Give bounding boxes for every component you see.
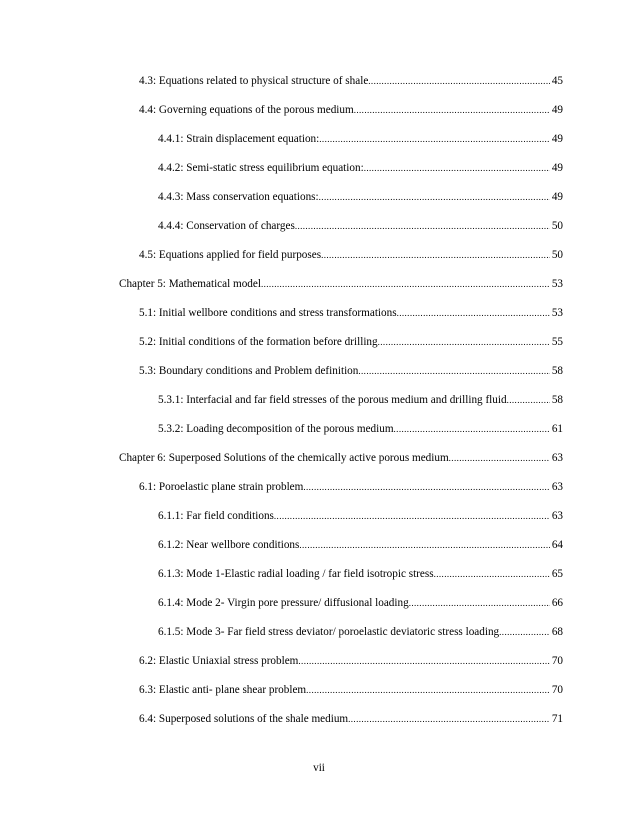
toc-entry-5-3-1[interactable] <box>158 393 563 407</box>
dot-leader <box>348 712 550 726</box>
toc-entry-page: 49 <box>551 191 563 203</box>
toc-entry-title: 5.2: Initial conditions of the formation before drilling <box>139 336 378 348</box>
toc-entry-4-4-1[interactable] <box>158 132 563 146</box>
toc-entry-5-2[interactable] <box>139 335 563 349</box>
dot-leader <box>394 422 550 436</box>
toc-entry-4-3[interactable] <box>139 74 563 88</box>
dot-leader <box>397 306 550 320</box>
toc-entry-page: 49 <box>551 104 563 116</box>
page-number: vii <box>313 762 325 774</box>
toc-entry-page: 58 <box>551 365 563 377</box>
toc-entry-page: 61 <box>551 423 563 435</box>
toc-entry-4-4-3[interactable] <box>158 190 563 204</box>
toc-entry-5-3-2[interactable] <box>158 422 563 436</box>
toc-entry-page: 68 <box>551 626 563 638</box>
dot-leader <box>499 625 550 639</box>
toc-entry-6-2[interactable] <box>139 654 563 668</box>
toc-entry-title: Chapter 5: Mathematical model <box>119 278 261 290</box>
toc-entry-title: 4.4: Governing equations of the porous medium <box>139 104 354 116</box>
dot-leader <box>303 480 549 494</box>
toc-entry-5-3[interactable] <box>139 364 563 378</box>
toc-entry-6-1-4[interactable] <box>158 596 563 610</box>
dot-leader <box>364 161 550 175</box>
toc-entry-6-3[interactable] <box>139 683 563 697</box>
toc-entry-page: 63 <box>551 452 563 464</box>
dot-leader <box>298 654 549 668</box>
toc-entry-title: 4.3: Equations related to physical structure of shale <box>139 75 369 87</box>
dot-leader <box>319 132 550 146</box>
toc-entry-chapter-6[interactable] <box>119 451 563 465</box>
toc-entry-page: 50 <box>551 249 563 261</box>
toc-entry-title: 4.4.2: Semi-static stress equilibrium equation: <box>158 162 364 174</box>
toc-entry-title: Chapter 6: Superposed Solutions of the chemically active porous medium <box>119 452 449 464</box>
toc-entry-4-5[interactable] <box>139 248 563 262</box>
dot-leader <box>306 683 550 697</box>
toc-entry-title: 6.1: Poroelastic plane strain problem <box>139 481 304 493</box>
toc-entry-title: 6.1.4: Mode 2- Virgin pore pressure/ diffusional loading <box>158 597 409 609</box>
toc-entry-title: 6.1.2: Near wellbore conditions <box>158 539 300 551</box>
toc-entry-5-1[interactable] <box>139 306 563 320</box>
toc-entry-title: 5.3: Boundary conditions and Problem definition <box>139 365 359 377</box>
toc-entry-page: 53 <box>551 278 563 290</box>
dot-leader <box>319 190 550 204</box>
dot-leader <box>274 509 550 523</box>
dot-leader <box>295 219 550 233</box>
dot-leader <box>449 451 550 465</box>
toc-entry-title: 4.4.3: Mass conservation equations: <box>158 191 319 203</box>
toc-entry-page: 71 <box>551 713 563 725</box>
toc-entry-page: 64 <box>551 539 563 551</box>
toc-entry-6-1-3[interactable] <box>158 567 563 581</box>
toc-entry-title: 5.3.2: Loading decomposition of the porous medium <box>158 423 394 435</box>
toc-entry-title: 6.1.1: Far field conditions <box>158 510 274 522</box>
toc-entry-title: 4.4.1: Strain displacement equation: <box>158 133 320 145</box>
dot-leader <box>299 538 549 552</box>
toc-entry-page: 45 <box>551 75 563 87</box>
toc-entry-page: 70 <box>551 684 563 696</box>
toc-entry-title: 4.5: Equations applied for field purposes <box>139 249 322 261</box>
dot-leader <box>368 74 550 88</box>
toc-entry-page: 55 <box>551 336 563 348</box>
toc-entry-page: 50 <box>551 220 563 232</box>
toc-entry-4-4-4[interactable] <box>158 219 563 233</box>
toc-entry-title: 5.1: Initial wellbore conditions and stress transformations <box>139 307 397 319</box>
dot-leader <box>358 364 549 378</box>
toc-entry-6-1-2[interactable] <box>158 538 563 552</box>
toc-entry-page: 65 <box>551 568 563 580</box>
dot-leader <box>261 277 550 291</box>
toc-entry-page: 49 <box>551 162 563 174</box>
dot-leader <box>321 248 550 262</box>
toc-entry-4-4[interactable] <box>139 103 563 117</box>
toc-entry-title: 6.3: Elastic anti- plane shear problem <box>139 684 307 696</box>
toc-entry-title: 6.1.5: Mode 3- Far field stress deviator/ poroelastic deviatoric stress loading <box>158 626 500 638</box>
dot-leader <box>434 567 550 581</box>
toc-entry-6-1-1[interactable] <box>158 509 563 523</box>
toc-entry-6-1[interactable] <box>139 480 563 494</box>
toc-entry-page: 49 <box>551 133 563 145</box>
dot-leader <box>354 103 550 117</box>
toc-entry-6-4[interactable] <box>139 712 563 726</box>
dot-leader <box>409 596 550 610</box>
toc-entry-page: 53 <box>551 307 563 319</box>
toc-entry-6-1-5[interactable] <box>158 625 563 639</box>
toc-entry-4-4-2[interactable] <box>158 161 563 175</box>
dot-leader <box>507 393 550 407</box>
toc-entry-title: 6.4: Superposed solutions of the shale medium <box>139 713 349 725</box>
toc-entry-page: 70 <box>551 655 563 667</box>
toc-entry-title: 6.2: Elastic Uniaxial stress problem <box>139 655 299 667</box>
toc-entry-page: 58 <box>551 394 563 406</box>
toc-entry-page: 66 <box>551 597 563 609</box>
toc-entry-chapter-5[interactable] <box>119 277 563 291</box>
toc-entry-title: 5.3.1: Interfacial and far field stresses of the porous medium and drilling fluid <box>158 394 507 406</box>
toc-entry-title: 4.4.4: Conservation of charges <box>158 220 295 232</box>
dot-leader <box>378 335 550 349</box>
toc-entry-page: 63 <box>551 510 563 522</box>
toc-entry-title: 6.1.3: Mode 1-Elastic radial loading / far field isotropic stress <box>158 568 434 580</box>
toc-entry-page: 63 <box>551 481 563 493</box>
